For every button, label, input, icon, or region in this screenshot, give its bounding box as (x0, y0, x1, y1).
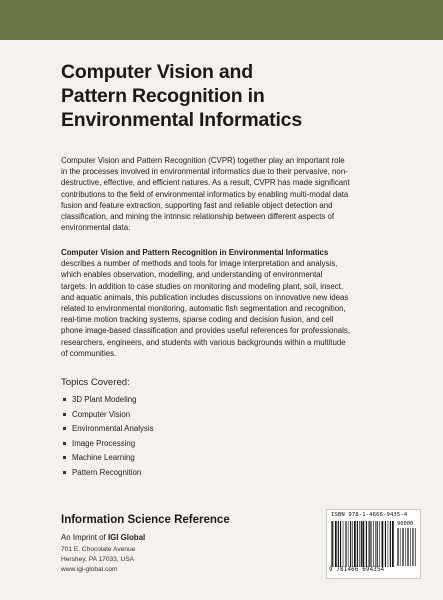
topic-label: Image Processing (72, 438, 136, 448)
address-line: 701 E. Chocolate Avenue (61, 546, 136, 553)
barcode-bar (363, 521, 365, 567)
barcode-bar (350, 521, 351, 567)
bullet-icon (63, 471, 66, 474)
topic-item (61, 422, 154, 437)
imprint-prefix: An Imprint of (61, 533, 108, 542)
description-paragraph-2 (61, 247, 391, 359)
barcode-bar (345, 521, 346, 567)
text-line: phone image-based classification and provides useful references for professionals, (61, 326, 351, 336)
topic-item (61, 437, 154, 452)
barcode-bar (354, 521, 356, 567)
title-line: Pattern Recognition in (61, 85, 265, 107)
topic-item (61, 393, 154, 408)
barcode-bar (414, 528, 415, 566)
publisher-address (61, 545, 135, 576)
topic-item (61, 466, 154, 481)
barcode-bar (331, 521, 332, 567)
text-line: which enables observation, modelling, and understanding of environmental (61, 270, 323, 280)
barcode-bar (332, 521, 333, 567)
imprint-line (61, 533, 145, 542)
barcode-bar (415, 528, 416, 566)
title-line: Computer Vision and (61, 61, 253, 83)
text-line: and aquatic animals, this publication includes discussions on innovative new ideas (61, 292, 349, 302)
bullet-icon (63, 456, 66, 459)
topic-label: Pattern Recognition (72, 467, 142, 477)
barcode-box (326, 509, 421, 579)
text-line: real-time motion tracking systems, sparse coding and decision fusion, and cell (61, 315, 334, 325)
barcode-bar (348, 521, 349, 567)
cover-top-band (0, 0, 443, 40)
book-title-inline: Computer Vision and Pattern Recognition in Environmental Informatics (61, 248, 329, 257)
barcode-bar (359, 521, 360, 567)
barcode-bar (403, 528, 404, 566)
topic-label: Computer Vision (72, 409, 131, 419)
book-title (61, 60, 401, 132)
text-line: related to environmental monitoring, automatic fish segmentation and recognition, (61, 304, 346, 314)
barcode-bar (370, 521, 371, 567)
addon-barcode-bars (397, 528, 417, 566)
barcode-bars (331, 521, 395, 567)
barcode-bar (385, 521, 386, 567)
barcode-bar (379, 521, 380, 567)
topic-label: Environmental Analysis (72, 424, 154, 434)
text-line: in the processes involved in environmental informatics due to their pervasive, non- (61, 167, 348, 177)
ean-digits: 9 781466 694354 (329, 567, 385, 573)
bullet-icon (63, 442, 66, 445)
barcode-bar (373, 521, 374, 567)
barcode-bar (410, 528, 411, 566)
barcode-bar (405, 528, 406, 566)
barcode-bar (377, 521, 378, 567)
publisher-name: Information Science Reference (61, 514, 230, 526)
barcode-bar (343, 521, 344, 567)
bullet-icon (63, 413, 66, 416)
bullet-icon (63, 398, 66, 401)
description-paragraph-1 (61, 155, 391, 233)
barcode-bar (407, 528, 408, 566)
topic-item (61, 408, 154, 423)
barcode-bar (346, 521, 347, 567)
topic-label: 3D Plant Modeling (72, 395, 137, 404)
barcode-bar (408, 528, 409, 566)
addon-digits: 90000 (397, 521, 414, 527)
barcode-bar (338, 521, 339, 567)
text-line: classification, and mining the intrinsic relationship between different aspects of (61, 212, 335, 222)
address-line: Hershey, PA 17033, USA (61, 556, 135, 564)
barcode-bar (412, 528, 413, 566)
barcode-bar (402, 528, 403, 566)
bullet-icon (63, 427, 66, 430)
topics-list (61, 393, 154, 481)
text-line: describes a number of methods and tools for image interpretation and analysis, (61, 259, 338, 269)
website-link[interactable]: www.igi-global.com (61, 566, 118, 574)
barcode-bar (335, 521, 337, 567)
text-line: destructive, effective, and efficient natures. As a result, CVPR has made significant (61, 178, 350, 188)
barcode-bar (361, 521, 362, 567)
barcode-bar (369, 521, 370, 567)
text-line: of communities. (61, 348, 117, 358)
barcode-bar (390, 521, 391, 567)
barcode-bar (340, 521, 341, 567)
text-line: Computer Vision and Pattern Recognition (CVPR) together play an important role (61, 156, 345, 165)
topics-heading: Topics Covered: (61, 377, 130, 388)
barcode-bar (392, 521, 394, 567)
text-line: contributions to the field of environmental informatics by enabling multi-modal data (61, 189, 349, 199)
barcode-bar (352, 521, 353, 567)
barcode-bar (388, 521, 389, 567)
title-line: Environmental Informatics (61, 109, 302, 131)
text-line: fusion and feature extraction, supporting fast and reliable object detection and (61, 200, 333, 210)
text-line: targets. In addition to case studies on monitoring and modeling plant, soil, insect, (61, 281, 344, 291)
imprint-name: IGI Global (107, 533, 146, 542)
barcode-bar (357, 521, 358, 567)
barcode-bar (397, 528, 398, 566)
barcode-bar (382, 521, 384, 567)
barcode-bar (375, 521, 376, 567)
topic-item (61, 451, 154, 466)
barcode-bar (400, 528, 401, 566)
barcode-bar (366, 521, 367, 567)
barcode-bar (372, 521, 373, 567)
text-line: environmental data. (61, 223, 131, 233)
isbn-text: ISBN 978-1-4666-9435-4 (331, 512, 408, 518)
text-line: researchers, engineers, and students with various backgrounds within a multitude (61, 337, 346, 347)
topic-label: Machine Learning (72, 453, 135, 463)
barcode-bar (398, 528, 399, 566)
